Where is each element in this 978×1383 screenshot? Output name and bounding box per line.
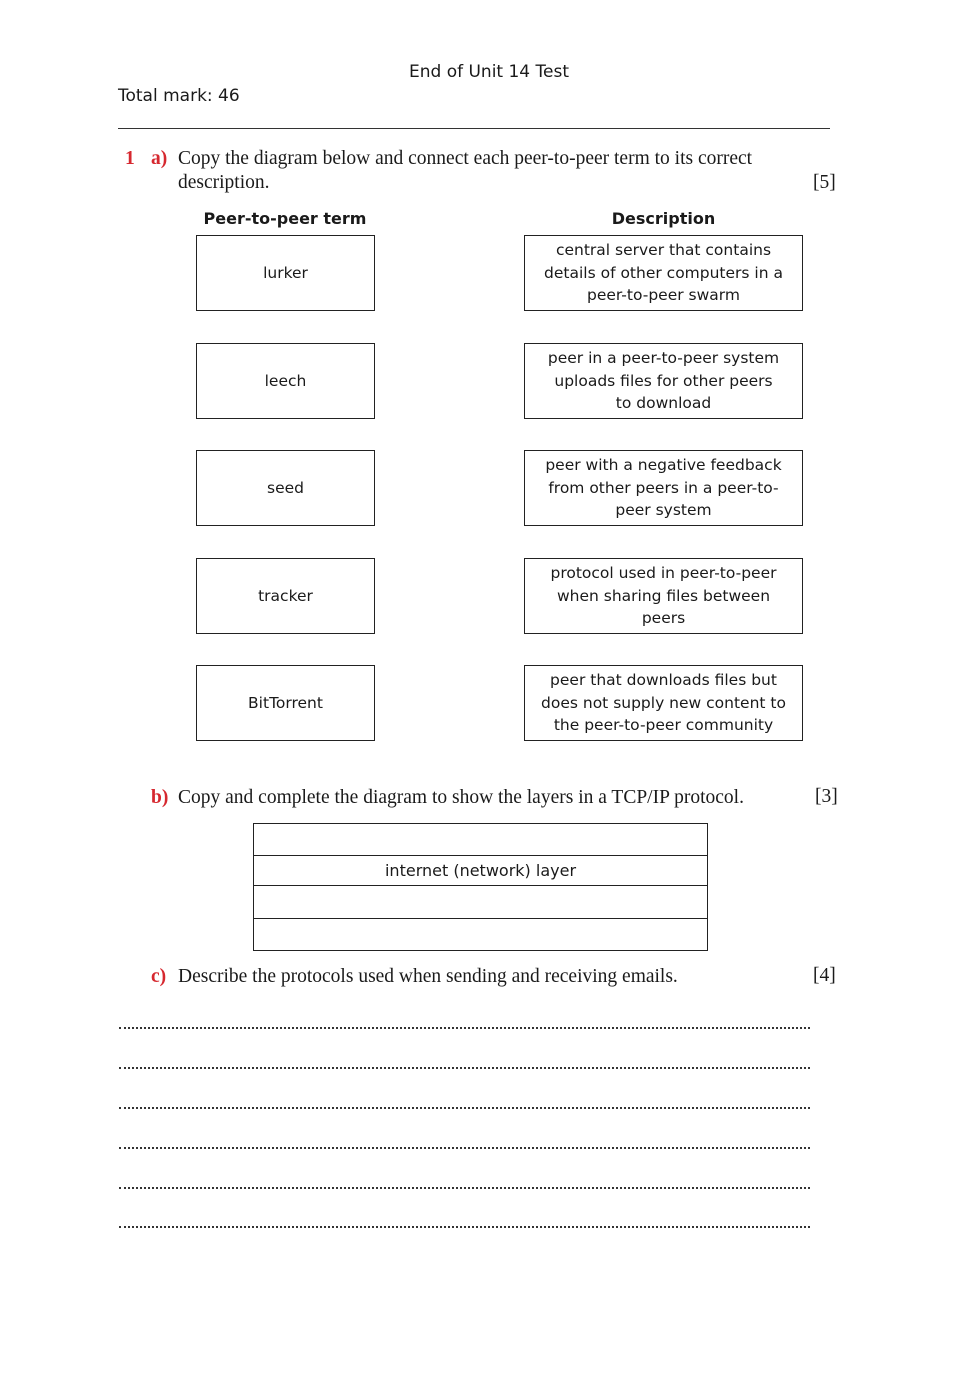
part-b-marks: [3]: [815, 786, 838, 807]
header-divider: [118, 128, 830, 129]
page-title: End of Unit 14 Test: [408, 62, 570, 82]
term-box: leech: [196, 343, 375, 419]
question-number: 1: [125, 148, 135, 169]
term-box: tracker: [196, 558, 375, 634]
part-b-label: b): [151, 787, 169, 808]
term-box: lurker: [196, 235, 375, 311]
description-box: central server that contains details of other computers in a peer-to-peer swarm: [524, 235, 803, 311]
total-mark: Total mark: 46: [118, 86, 240, 106]
tcp-ip-layer-blank: [253, 885, 708, 919]
answer-line[interactable]: [119, 1027, 810, 1029]
description-box: peer that downloads files but does not supply new content to the peer-to-peer community: [524, 665, 803, 741]
answer-line[interactable]: [119, 1226, 810, 1228]
tcp-ip-layer-blank: [253, 823, 708, 856]
part-a-text: Copy the diagram below and connect each peer-to-peer term to its correct description.: [178, 148, 753, 193]
part-c-text: Describe the protocols used when sending and receiving emails.: [178, 966, 678, 987]
term-column-header: Peer-to-peer term: [203, 209, 367, 228]
answer-line[interactable]: [119, 1107, 810, 1109]
answer-line[interactable]: [119, 1187, 810, 1189]
part-b-text: Copy and complete the diagram to show the layers in a TCP/IP protocol.: [178, 787, 744, 808]
part-a-label: a): [151, 148, 168, 169]
description-box: peer with a negative feedback from other peers in a peer-to-peer system: [524, 450, 803, 526]
part-c-label: c): [151, 966, 167, 987]
description-box: protocol used in peer-to-peer when sharing files between peers: [524, 558, 803, 634]
answer-line[interactable]: [119, 1067, 810, 1069]
description-column-header: Description: [611, 209, 716, 228]
tcp-ip-layer-blank: [253, 918, 708, 951]
term-box: seed: [196, 450, 375, 526]
part-a-marks: [5]: [813, 172, 836, 193]
tcp-ip-layer-internet: internet (network) layer: [253, 855, 708, 886]
term-box: BitTorrent: [196, 665, 375, 741]
answer-line[interactable]: [119, 1147, 810, 1149]
part-c-marks: [4]: [813, 965, 836, 986]
description-box: peer in a peer-to-peer system uploads files for other peers to download: [524, 343, 803, 419]
